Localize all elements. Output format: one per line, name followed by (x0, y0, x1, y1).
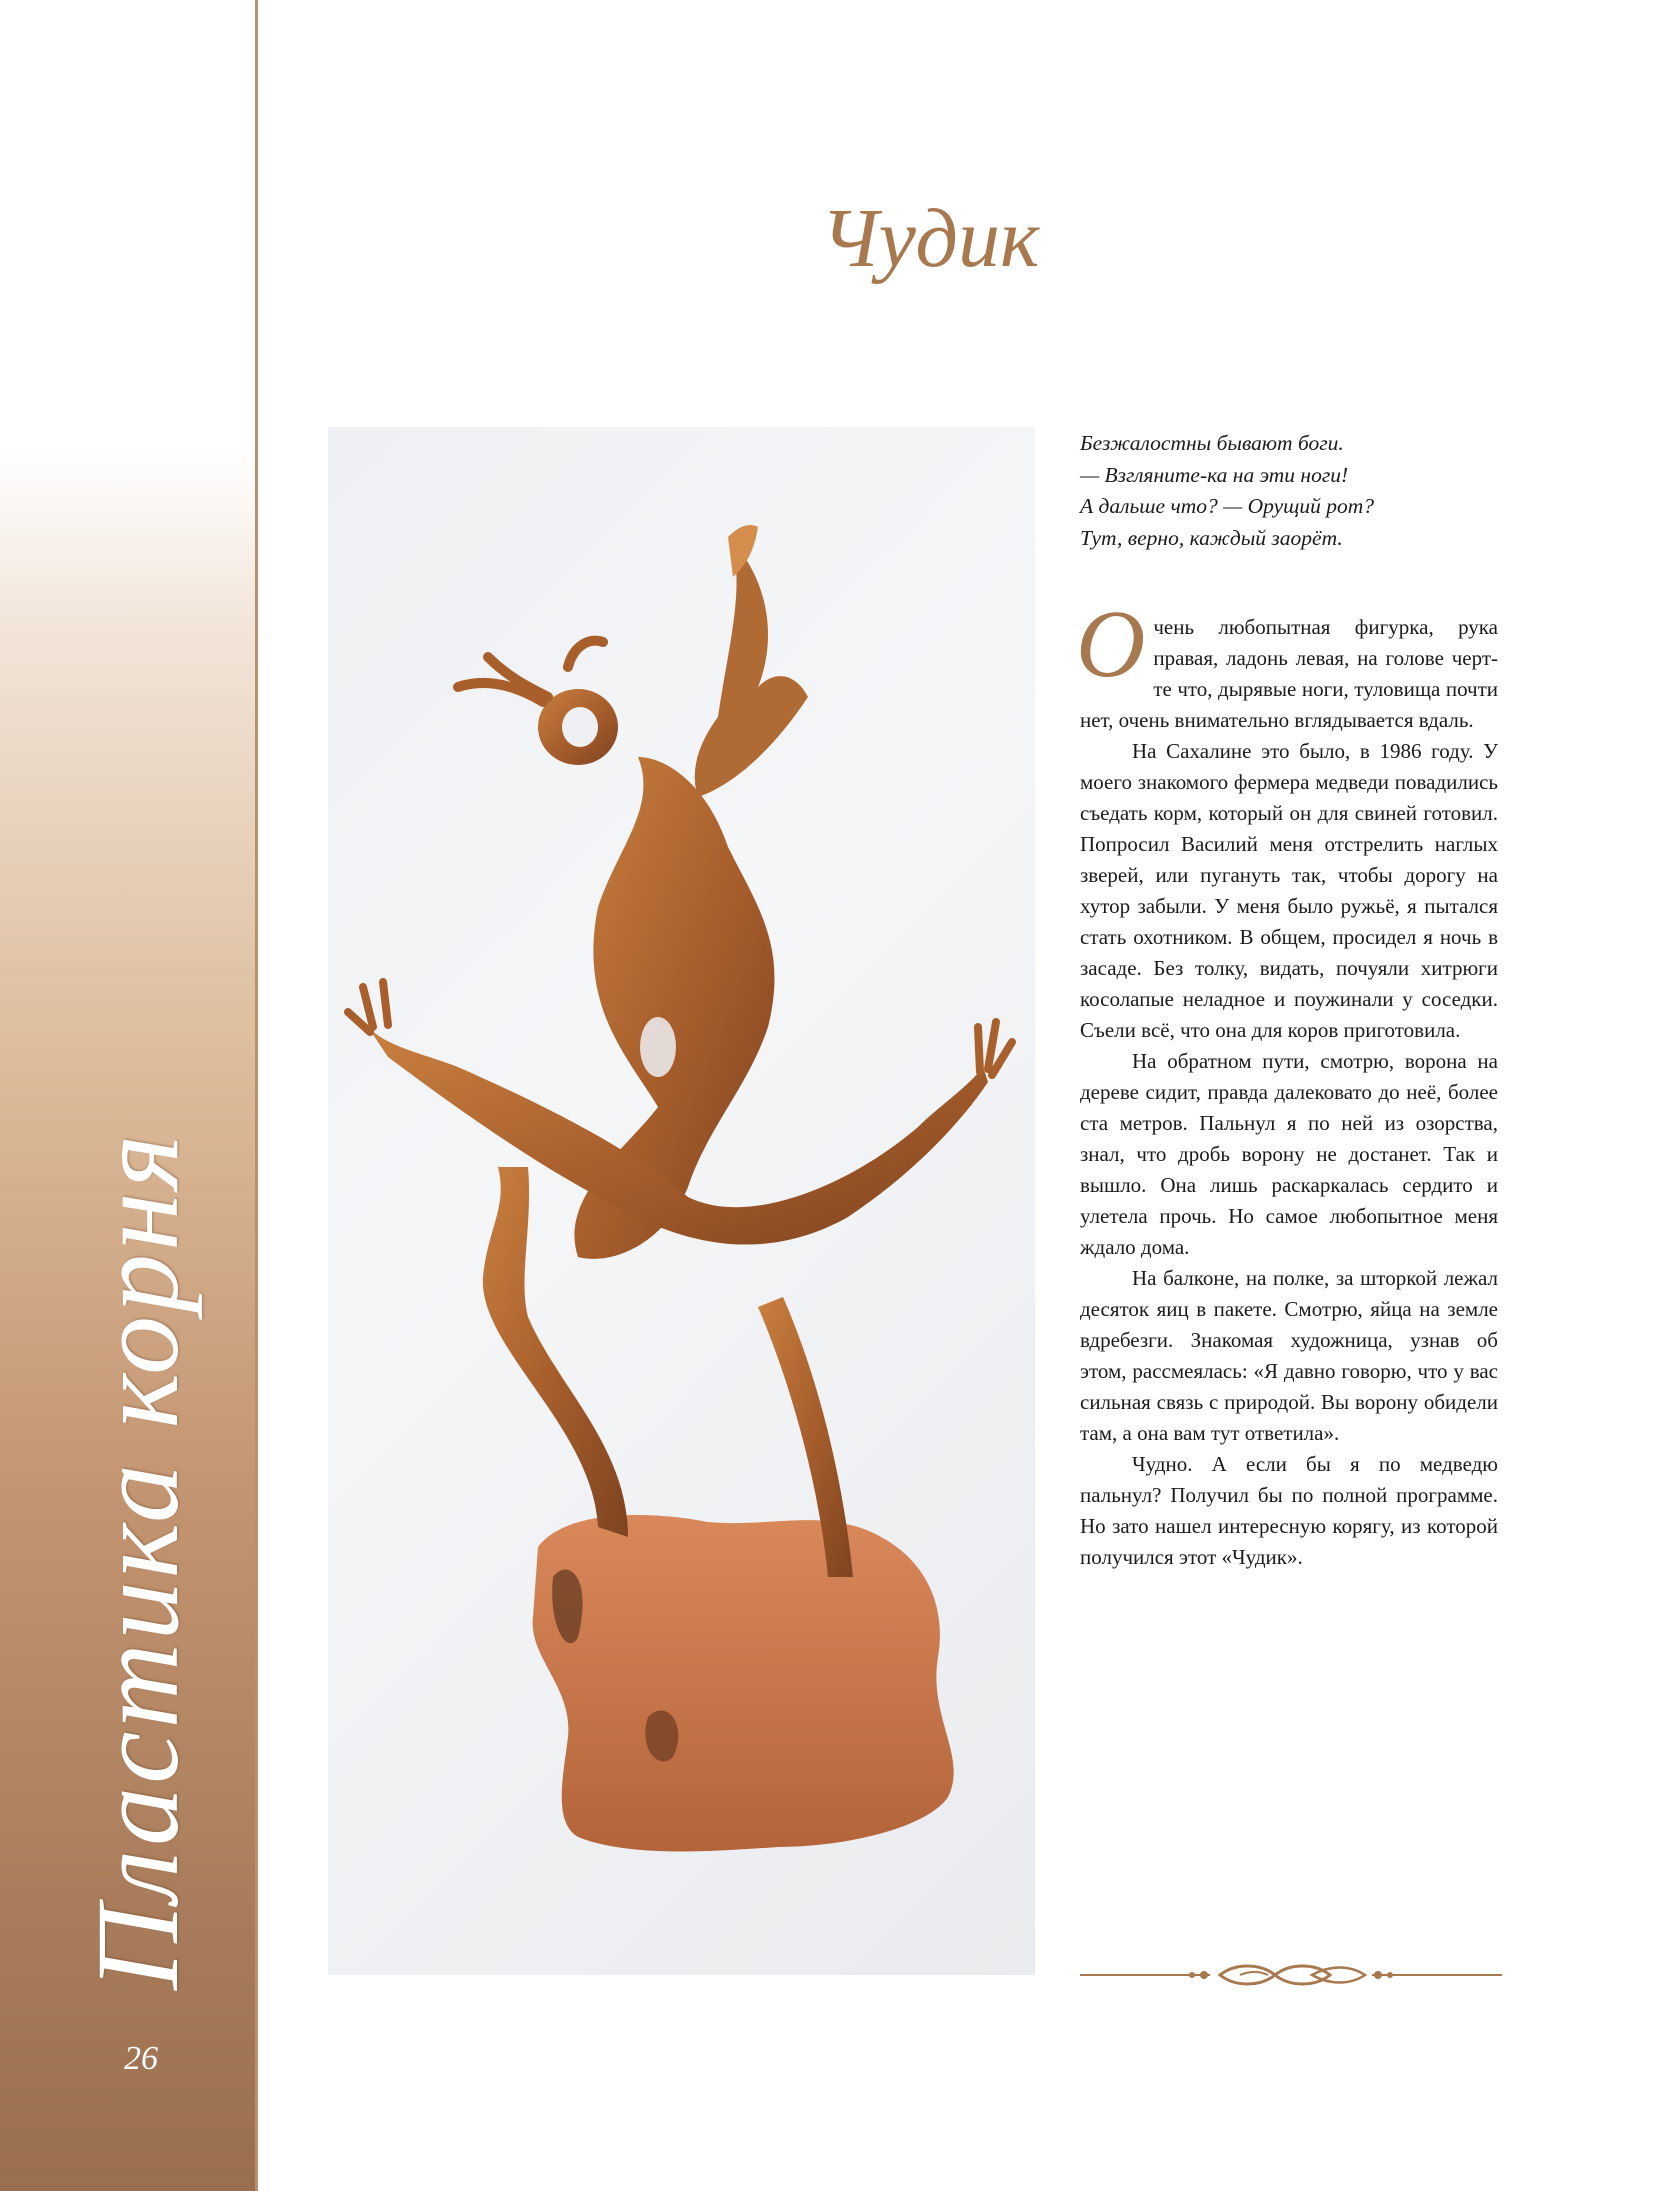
ornament-divider-icon (1080, 1955, 1502, 1995)
story-paragraph: На балконе, на полке, за шторкой лежал десяток яиц в пакете. Смотрю, яйца на земле вдребезги. Знакомая художница, узнав об этом, рассмеялась: «Я давно говорю, что у вас сильная связь с природой. Вы ворону обидели там, а она вам тут ответила». (1080, 1266, 1498, 1445)
article-title: Чудик (820, 192, 1040, 285)
story-paragraph: На обратном пути, смотрю, ворона на дереве сидит, правда далековато до неё, более ста метров. Пальнул я по ней из озорства, знал, что дробь ворону не достанет. Так и вышло. Она лишь раскаркалась сердито и улетела прочь. Но самое любопытное меня ждало дома. (1080, 1049, 1498, 1259)
sculpture-image (328, 427, 1035, 1975)
paragraph-text: чень любопытная фигурка, рука правая, ладонь левая, на голове черт-те что, дырявые ноги, туловища почти нет, очень внимательно вглядывается вдаль. (1080, 615, 1498, 732)
epigraph-line: Тут, верно, каждый заорёт. (1080, 525, 1343, 550)
sculpture-photo (328, 427, 1035, 1975)
epigraph-line: Безжалостны бывают боги. (1080, 431, 1344, 455)
drop-cap: О (1076, 590, 1146, 697)
story-paragraph: На Сахалине это было, в 1986 году. У моего знакомого фермера медведи повадились съедать корм, который он для свиней готовил. Попросил Василий меня отстрелить наглых зверей, или пугануть так, чтобы дорогу на хутор забыли. У меня было ружьё, я пытался стать охотником. В общем, просидел я ночь в засаде. Без толку, видать, почуяли хитрюги косолапые неладное и поужинали у соседки. Съели всё, что она для коров приготовила. (1080, 739, 1498, 1042)
epigraph-line: — Взгляните-ка на эти ноги! (1080, 462, 1349, 487)
story-paragraph (1076, 590, 1498, 736)
epigraph-line: А дальше что? — Орущий рот? (1080, 494, 1375, 518)
section-title: Пластика корня (72, 1131, 203, 1990)
page-number: 26 (124, 2040, 158, 2077)
story-paragraph: Чудно. А если бы я по медведю пальнул? Получил бы по полной программе. Но зато нашел интересную корягу, из которой получился этот «Чудик». (1080, 1452, 1498, 1569)
epigraph (1080, 428, 1510, 554)
side-rule (255, 0, 258, 2191)
story-text (1076, 590, 1498, 1573)
